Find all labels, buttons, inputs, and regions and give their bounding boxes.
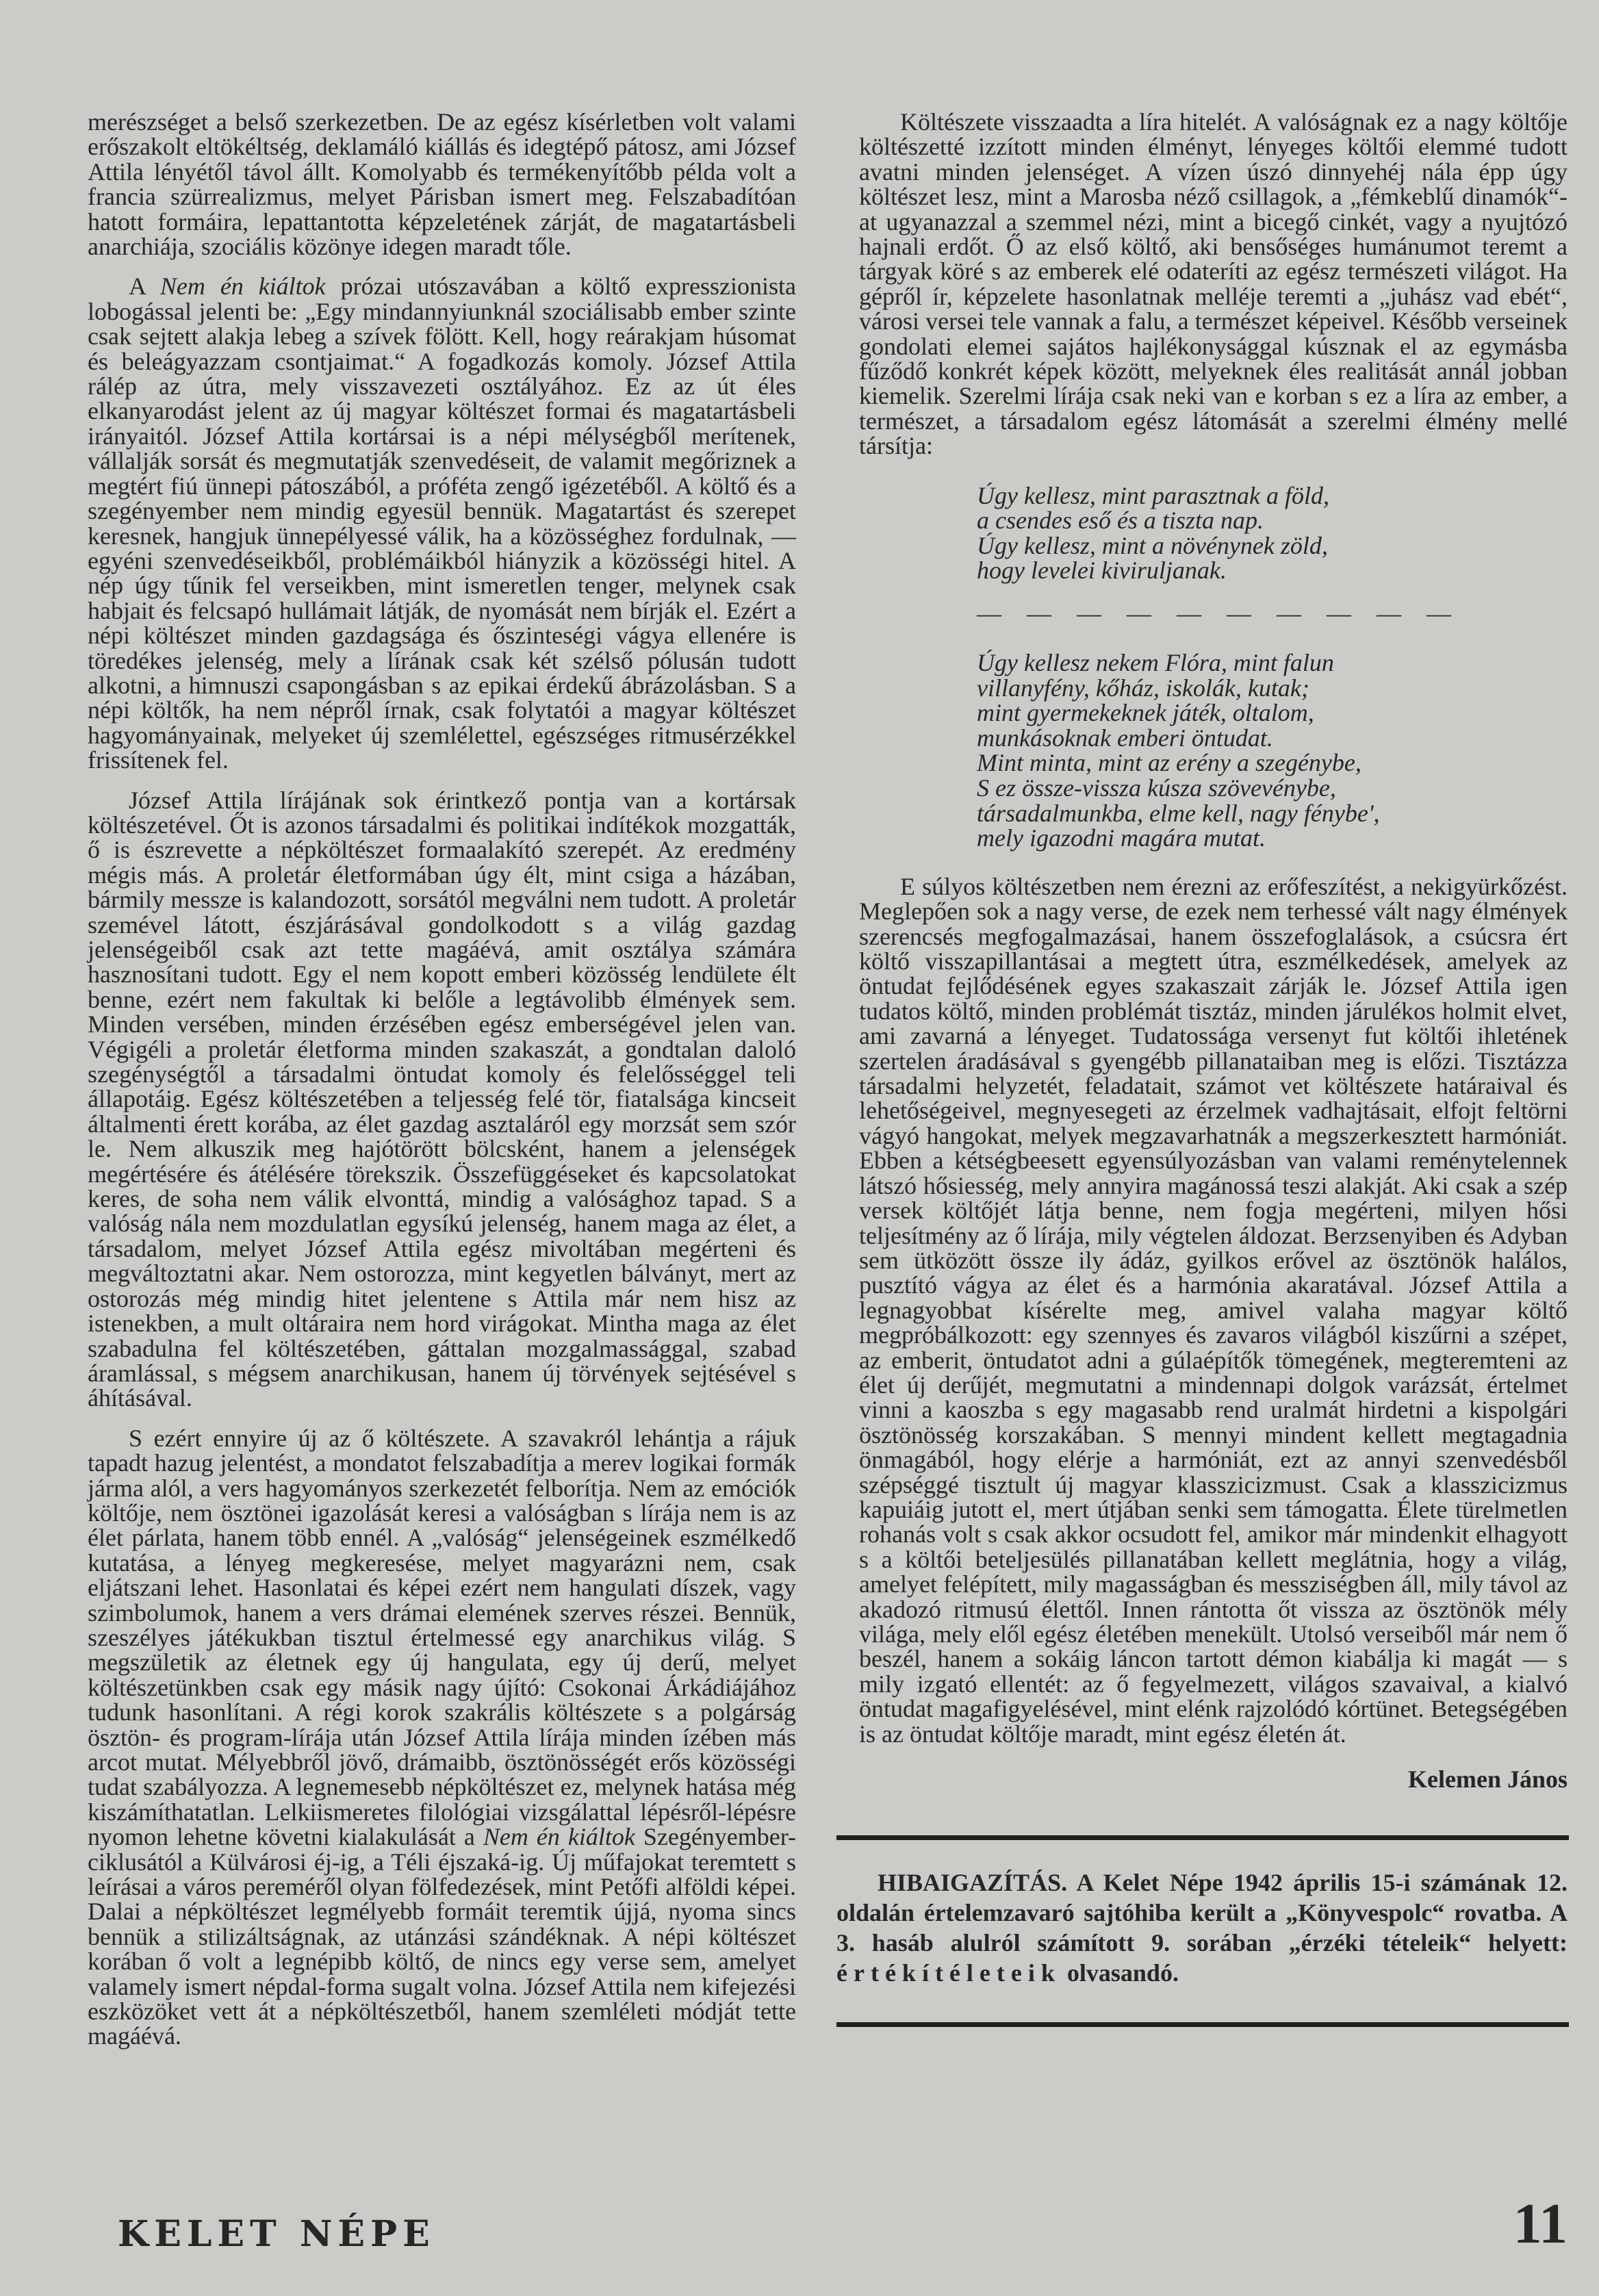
poem-line: hogy levelei kiviruljanak. <box>977 557 1227 585</box>
poem-line: Úgy kellesz, mint parasztnak a föld, <box>977 481 1329 509</box>
columns <box>88 110 1568 2166</box>
poem-line: a csendes eső és a tiszta nap. <box>977 507 1264 535</box>
errata-notice <box>836 1867 1568 1988</box>
poem-line: S ez össze-vissza kúsza szövevénybe, <box>977 774 1336 802</box>
dash-separator: — — — — — — — — — — <box>977 600 1461 628</box>
text: S ezért ennyire új az ő költészete. A szavakról lehántja a rájuk tapadt hazug jelentést, a mondatot felszabadítja a merev logikai formák járma alól, a vers hagyományos szerkezetét felborítja. Nem az emóciók költője, nem ösztönei igazolását keresi a valóságban s lírája nem is az élet párlata, hanem több ennél. A „valóság“ jelenségeinek eszmélkedő kutatása, a lényeg megkeresése, melyet magyarázni nem, csak eljátszani lehet. Hasonlatai és képei ezért nem hangulati díszek, vagy szimbolumok, hanem a vers drámai elemének szerves részei. Bennük, szeszélyes játékukban tisztul értelmessé egy anarchikus világ. S megszületik az életnek egy új hangulata, egy új derű, melyet költészetünkben csak egy másik nagy újító: Csokonai Árkádiájához tudunk hasonlítani. A régi korok szakrális költészete s a polgárság ösztön- és program-lírája után József Attila lírája minden ízében más arcot mutat. Mélyebbről jövő, drámaibb, ösztönösségét erős közösségi tudat szabályozza. A legnemesebb népköltészet ez, melynek hatása még kiszámíthatatlan. Lelkiismeretes filológiai vizsgálattal lépésről-lépésre nyomon lehetne követni kialakulását a <box>88 1424 796 1851</box>
corrected-word: értékítéleteik <box>836 1959 1061 1987</box>
poem-stanza-2 <box>977 650 1568 851</box>
page-number: 11 <box>1513 2192 1568 2256</box>
paragraph: József Attila lírájának sok érintkező pontja van a kortársak költészetével. Őt is azonos társadalmi és politikai indítékok mozgatták, ő is észrevette a népköltészet formaalakító szerepét. Az eredmény mégis más. A proletár életformában úgy élt, mint csiga a házában, bármily messze is kalandozott, sorsától megválni nem tudott. A proletár szemével látott, észjárásával gondolkodott s a világ gazdag jelenségeiből csak azt tette magáévá, amit osztálya számára hasznosítani tudott. Egy el nem kopott emberi közösség lendülete élt benne, ezért nem fakultak ki belőle a legtávolibb élmények sem. Minden versében, minden érzésében egész emberségével jelen van. Végigéli a proletár életforma minden szakaszát, a gondtalan daloló szegénységtől a társadalmi öntudat komoly és felelősséggel teli állapotáig. Egész költészetében a teljesség felé tör, fiatalsága kincseit általmenti érett korába, az élet gazdag asztaláról egy morzsát sem szór le. Nem alkuszik meg hajótörött bölcsként, hanem a jelenségek megértésére és átélésére törekszik. Összefüggéseket és kapcsolatokat keres, de soha nem válik elvonttá, mindig a valósághoz tapad. S a valóság nála nem mozdulatlan egysíkú jelenség, hanem maga az élet, a társadalom, melyet József Attila egész mivoltában megérteni és megváltoztatni akar. Nem ostorozza, mint kegyetlen bálványt, mert az ostorozás még mindig hitet jelentene s Attila már nem hisz az istenekben, a mult oltáraira nem hord virágokat. Mintha maga az élet szabadulna fel költészetében, gáttalan mozgalmassággal, szabad áramlással, s mégsem anarchikusan, hanem új törvények sejtésével s áhításával. <box>88 786 796 1412</box>
divider-rule <box>836 2022 1569 2027</box>
text: Szegényember-ciklusától a Külvárosi éj-ig, a Téli éjszaká-ig. Új műfajokat teremtett s leírásai a város pereméről olyan fölfedezések, mint Petőfi alföldi képei. Dalai a népköltészet legmélyebb formáit teremtik újjá, nyoma sincs bennük a stilizáltságnak, az utánzási szándéknak. A népi költészet korában ő volt a legnépibb költő, de nincs egy verse sem, amelyet valamely ismert népdal-forma sugalt volna. József Attila nem kifejezési eszközöket vett át a népköltészetből, hanem szemléleti módját tette magáévá. <box>88 1823 797 2050</box>
paragraph: Költészete visszaadta a líra hitelét. A valóságnak ez a nagy költője költészetté izzított minden élményt, lényeges költői elemmé tudott avatni minden jelenséget. A vízen úszó dinnyehéj nála épp úgy költészet lesz, mint a Marosba néző csillagok, a „fémkeblű dinamók“-at ugyanazzal a szemmel nézi, mint a bicegő cinkét, vagy a nyujtózó hajnali erdőt. Ő az első költő, aki bensőséges humánumot teremt a tárgyak köré s az emberek elé odateríti az egész természeti világot. Ha gépről ír, képzelete hasonlatnak melléje teremti a „juhász vad ebét“, városi versei tele vannak a falu, a természet képeivel. Később verseinek gondolati elemei sajátos hajlékonysággal kúsznak el az egymásba fűződő konkrét képek között, melyeknek éles realitását annál jobban kiemelik. Szerelmi lírája csak neki van e korban s ez a líra az ember, a természet, a társadalom egész látomását a szerelmi élmény mellé társítja: <box>859 108 1568 460</box>
paragraph <box>88 274 796 772</box>
poem-line: Úgy kellesz, mint a növénynek zöld, <box>977 531 1328 559</box>
poem-line: társadalmunkba, elme kell, nagy fénybe', <box>977 799 1380 827</box>
poem-line: mint gyermekeknek játék, oltalom, <box>977 699 1314 727</box>
paragraph: merészséget a belső szerkezetben. De az egész kísérletben volt valami erőszakolt eltökéltség, deklamáló kiállás és idegtépő pátosz, ami József Attila lényétől távol állt. Komolyabb és termékenyítőbb példa volt a francia szürrealizmus, melyet Párisban ismert meg. Felszabadítóan hatott formáira, lepattantotta képzeletének zárját, de magatartásbeli anarchiája, szociális közönye idegen maradt tőle. <box>88 108 796 261</box>
book-title: Nem én kiáltok <box>483 1823 635 1851</box>
left-column <box>88 110 796 2064</box>
poem-line: Mint minta, mint az erény a szegénybe, <box>977 749 1361 777</box>
text: A <box>129 272 160 301</box>
page-footer <box>88 2193 1568 2255</box>
right-column <box>836 108 1568 2027</box>
text: prózai utószavában a költő expresszionista lobogással jelenti be: „Egy mindannyiunknál szociálisabb ember szinte csak sejtett alakja lebeg a szívek fölött. Kell, hogy reárakjam húsomat és beleágyazzam csontjaimat.“ A fogadkozás komoly. József Attila rálép az útra, mely visszavezeti osztályához. Ez az út éles elkanyarodást jelent az új magyar költészet formai és magatartásbeli irányaitól. József Attila kortársai is a népi mélységből merítenek, vállalják sorsát és megmutatják szenvedéseit, de valamit megőriznek a megtért fiú ünnepi pátoszából, a próféta zengő igézetéből. A költő és a szegényember nem mindig egyesül bennük. Magatartást és szerepet keresnek, hangjuk ünnepélyessé válik, ha a közösséghez fordulnak, — egyéni szenvedéseikből, problémáikból hiányzik a közösségi hitel. A nép úgy tűnik fel verseikben, mint ismeretlen tenger, melynek csak habjait és felcsapó hullámait látják, de nyomását nem bírják el. Ezért a népi költészet minden gazdagsága és őszinteségi vágya ellenére is töredékes jelenség, mely a lírának csak két szélső pólusán tudott alkotni, a himnuszi csapongásban s az epikai érdekű ábrázolásban. S a népi költők, ha nem népről írnak, csak folytatói a magyar költészet hagyományainak, melyeket új szemlélettel, egészséges ritmusérzékkel frissítenek fel. <box>88 272 796 774</box>
poem-line: munkásoknak emberi öntudat. <box>977 724 1273 752</box>
text: olvasandó. <box>1060 1959 1179 1987</box>
poem-line: mely igazodni magára mutat. <box>977 824 1266 852</box>
poem-line: Úgy kellesz nekem Flóra, mint falun <box>977 649 1334 677</box>
paragraph: E súlyos költészetben nem érezni az erőfeszítést, a nekigyürkőzést. Meglepően sok a nagy verse, de ezek nem terhessé vált nagy élmények szerencsés megfogalmazásai, hanem összefoglalások, a csúcsra ért költő visszapillantásai a megtett útra, eszmélkedések, amelyek az öntudat fejlődésének egyes szakaszait zárják le. József Attila igen tudatos költő, minden problémát tisztáz, minden járulékos holmit elvet, ami zavarná a lényeget. Tudatossága versenyt fut költői ihletének szertelen áradásával s gyengébb pillanataiban meg is előzi. Tisztázza társadalmi helyzetét, feladatait, számot vet költészete határaival és lehetőségeivel, megnyesegeti az érzelmek vadhajtásait, elfojt feltörni vágyó hangokat, melyek megzavarhatnák a megszerkesztett harmóniát. Ebben a kétségbeesett egyensúlyozásban van valami reménytelennek látszó hősiesség, mely annyira magánossá teszi alakját. Aki csak a szép versek költőjét látja benne, nem fogja megérteni, milyen hősi teljesítmény az ő lírája, mily végtelen áldozat. Berzsenyiben és Adyban sem ütközött össze ily ádáz, gyilkos erővel az ösztönök halálos, pusztító vágya az élet és a harmónia akaratával. József Attila a legnagyobbat kísérelte meg, amivel valaha magyar költő megpróbálkozott: egy szennyes és zavaros világból kiszűrni a szépet, az emberit, öntudatot adni a gúlaépítők tömegének, megteremteni az élet új derűjét, megmutatni a mindennapi dolgok varázsát, értelmet vinni a kaoszba s egy magasabb rend uralmát hirdetni a kispolgári ösztönösség korszakában. S mennyi mindent kellett megtagadnia önmagából, hogy elérje a harmóniát, ezt az annyi szenvedésből szépséggé tisztult új magyar klasszicizmust. Csak a klasszicizmus kapuiáig jutott el, mert útjában senki sem támogatta. Élete türelmetlen rohanás volt s csak akkor ocsudott fel, amikor már mindenkit elhagyott s a költői beteljesülés pillanatában kellett meglátnia, hogy a világ, amelyet felépített, mily magasságban és messziségben áll, mily távol az akadozó ritmusú élettől. Innen rántotta őt vissza az ösztönök mély világa, mely elől egész életében menekült. Utolsó verseiből már nem ő beszél, hanem a sokáig láncon tartott démon kiabálja ki magát — s mily izgató ellentét: az ő fegyelmezett, világos szavaival, a kialvó öntudat magafigyelésével, mint elénk rajzolódó kórtünet. Betegségében is az öntudat költője maradt, mint egész életén át. <box>859 872 1568 1748</box>
publication-title: KELET NÉPE <box>118 2213 435 2255</box>
poem-stanza-1 <box>977 483 1568 583</box>
divider-rule <box>836 1835 1569 1840</box>
paragraph <box>88 1426 796 2049</box>
poem-line: villanyfény, kőház, iskolák, kutak; <box>977 674 1309 702</box>
text: HIBAIGAZÍTÁS. A Kelet Népe 1942 április 15-i számának 12. oldalán értelemzavaró sajtóhiba került a „Könyvespolc“ rovatba. A 3. hasáb alulról számított 9. sorában „érzéki tételeik“ helyett: <box>836 1869 1568 1957</box>
book-title: Nem én kiáltok <box>159 272 326 301</box>
author-signature: Kelemen János <box>1408 1765 1568 1794</box>
